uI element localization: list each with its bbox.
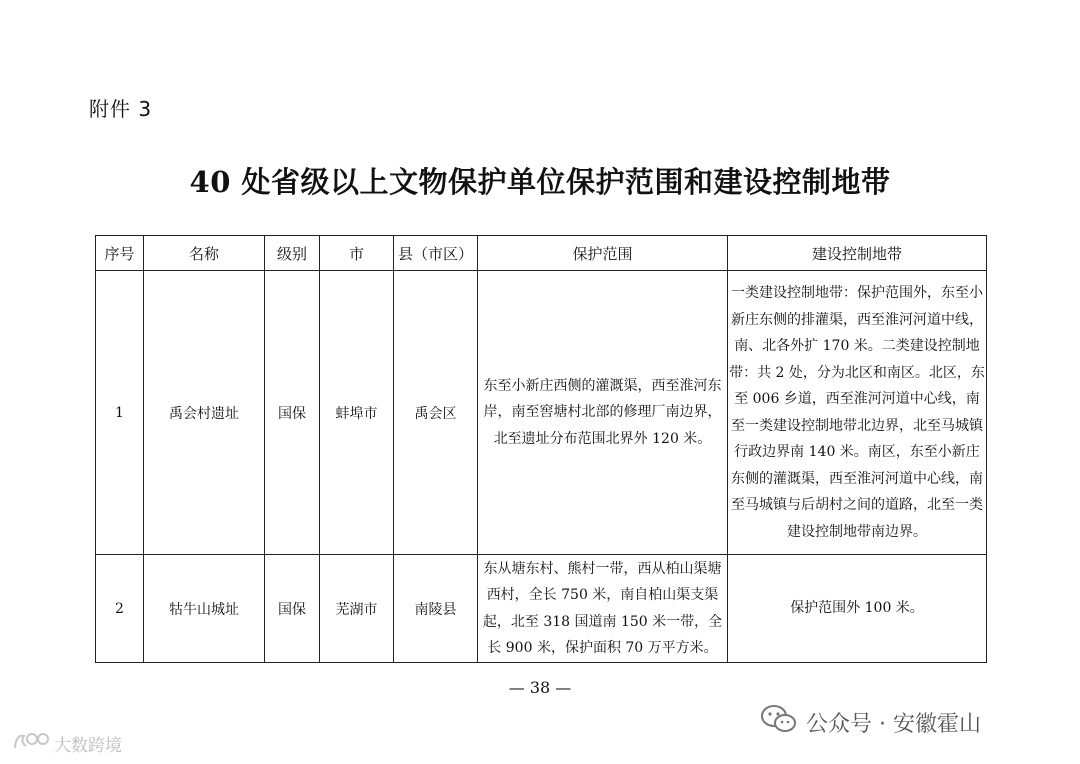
page-number: — 38 — xyxy=(508,678,572,697)
cell-protection-scope xyxy=(478,271,728,555)
cell-seq: 1 xyxy=(96,271,144,555)
brand-logo-icon xyxy=(12,730,50,757)
header-level: 级别 xyxy=(265,236,320,271)
header-seq: 序号 xyxy=(96,236,144,271)
wechat-watermark xyxy=(760,703,981,741)
cell-city: 蚌埠市 xyxy=(320,271,394,555)
cell-level: 国保 xyxy=(265,555,320,663)
header-name: 名称 xyxy=(144,236,265,271)
table-row xyxy=(96,555,987,663)
cell-city: 芜湖市 xyxy=(320,555,394,663)
table-header-row xyxy=(96,236,987,271)
header-county: 县（市区） xyxy=(394,236,478,271)
cell-control-zone xyxy=(728,271,987,555)
brand-watermark xyxy=(12,730,122,757)
cell-control-zone xyxy=(728,555,987,663)
cell-name: 禹会村遗址 xyxy=(144,271,265,555)
protection-scope-text: 东从塘东村、熊村一带，西从柏山渠塘西村，全长 750 米，南自柏山渠支渠起，北至 318 国道南 150 米一带，全长 900 米，保护面积 70 万平方米。 xyxy=(482,560,723,656)
cell-protection-scope xyxy=(478,555,728,663)
heritage-table xyxy=(95,235,987,663)
header-control-zone: 建设控制地带 xyxy=(728,236,987,271)
header-protection-scope: 保护范围 xyxy=(478,236,728,271)
brand-watermark-text: 大数跨境 xyxy=(54,736,122,756)
wechat-icon xyxy=(760,703,798,741)
control-zone-text: 一类建设控制地带：保护范围外，东至小新庄东侧的排灌渠，西至淮河河道中线，南、北各外扩 170 米。二类建设控制地带：共 2 处，分为北区和南区。北区，东至 006 乡道，西至淮河河道中心线，南至一类建设控制地带北边界，北至马城镇行政边界南 140 米。南区，东至小新庄东侧的灌溉渠，西至淮河河道中心线，南至马城镇与后胡村之间的道路，北至一类建设控制地带南边界。 xyxy=(729,285,985,540)
header-city: 市 xyxy=(320,236,394,271)
document-title: 40 处省级以上文物保护单位保护范围和建设控制地带 xyxy=(189,165,891,199)
table-row xyxy=(96,271,987,555)
protection-scope-text: 东至小新庄西侧的灌溉渠，西至淮河东岸，南至窖塘村北部的修理厂南边界，北至遗址分布范围北界外 120 米。 xyxy=(483,377,722,447)
cell-county: 禹会区 xyxy=(394,271,478,555)
wechat-account-text: 公众号 · 安徽霍山 xyxy=(806,711,981,737)
cell-seq: 2 xyxy=(96,555,144,663)
attachment-label: 附件 3 xyxy=(89,97,153,121)
cell-name: 牯牛山城址 xyxy=(144,555,265,663)
control-zone-text: 保护范围外 100 米。 xyxy=(790,600,924,617)
cell-level: 国保 xyxy=(265,271,320,555)
cell-county: 南陵县 xyxy=(394,555,478,663)
